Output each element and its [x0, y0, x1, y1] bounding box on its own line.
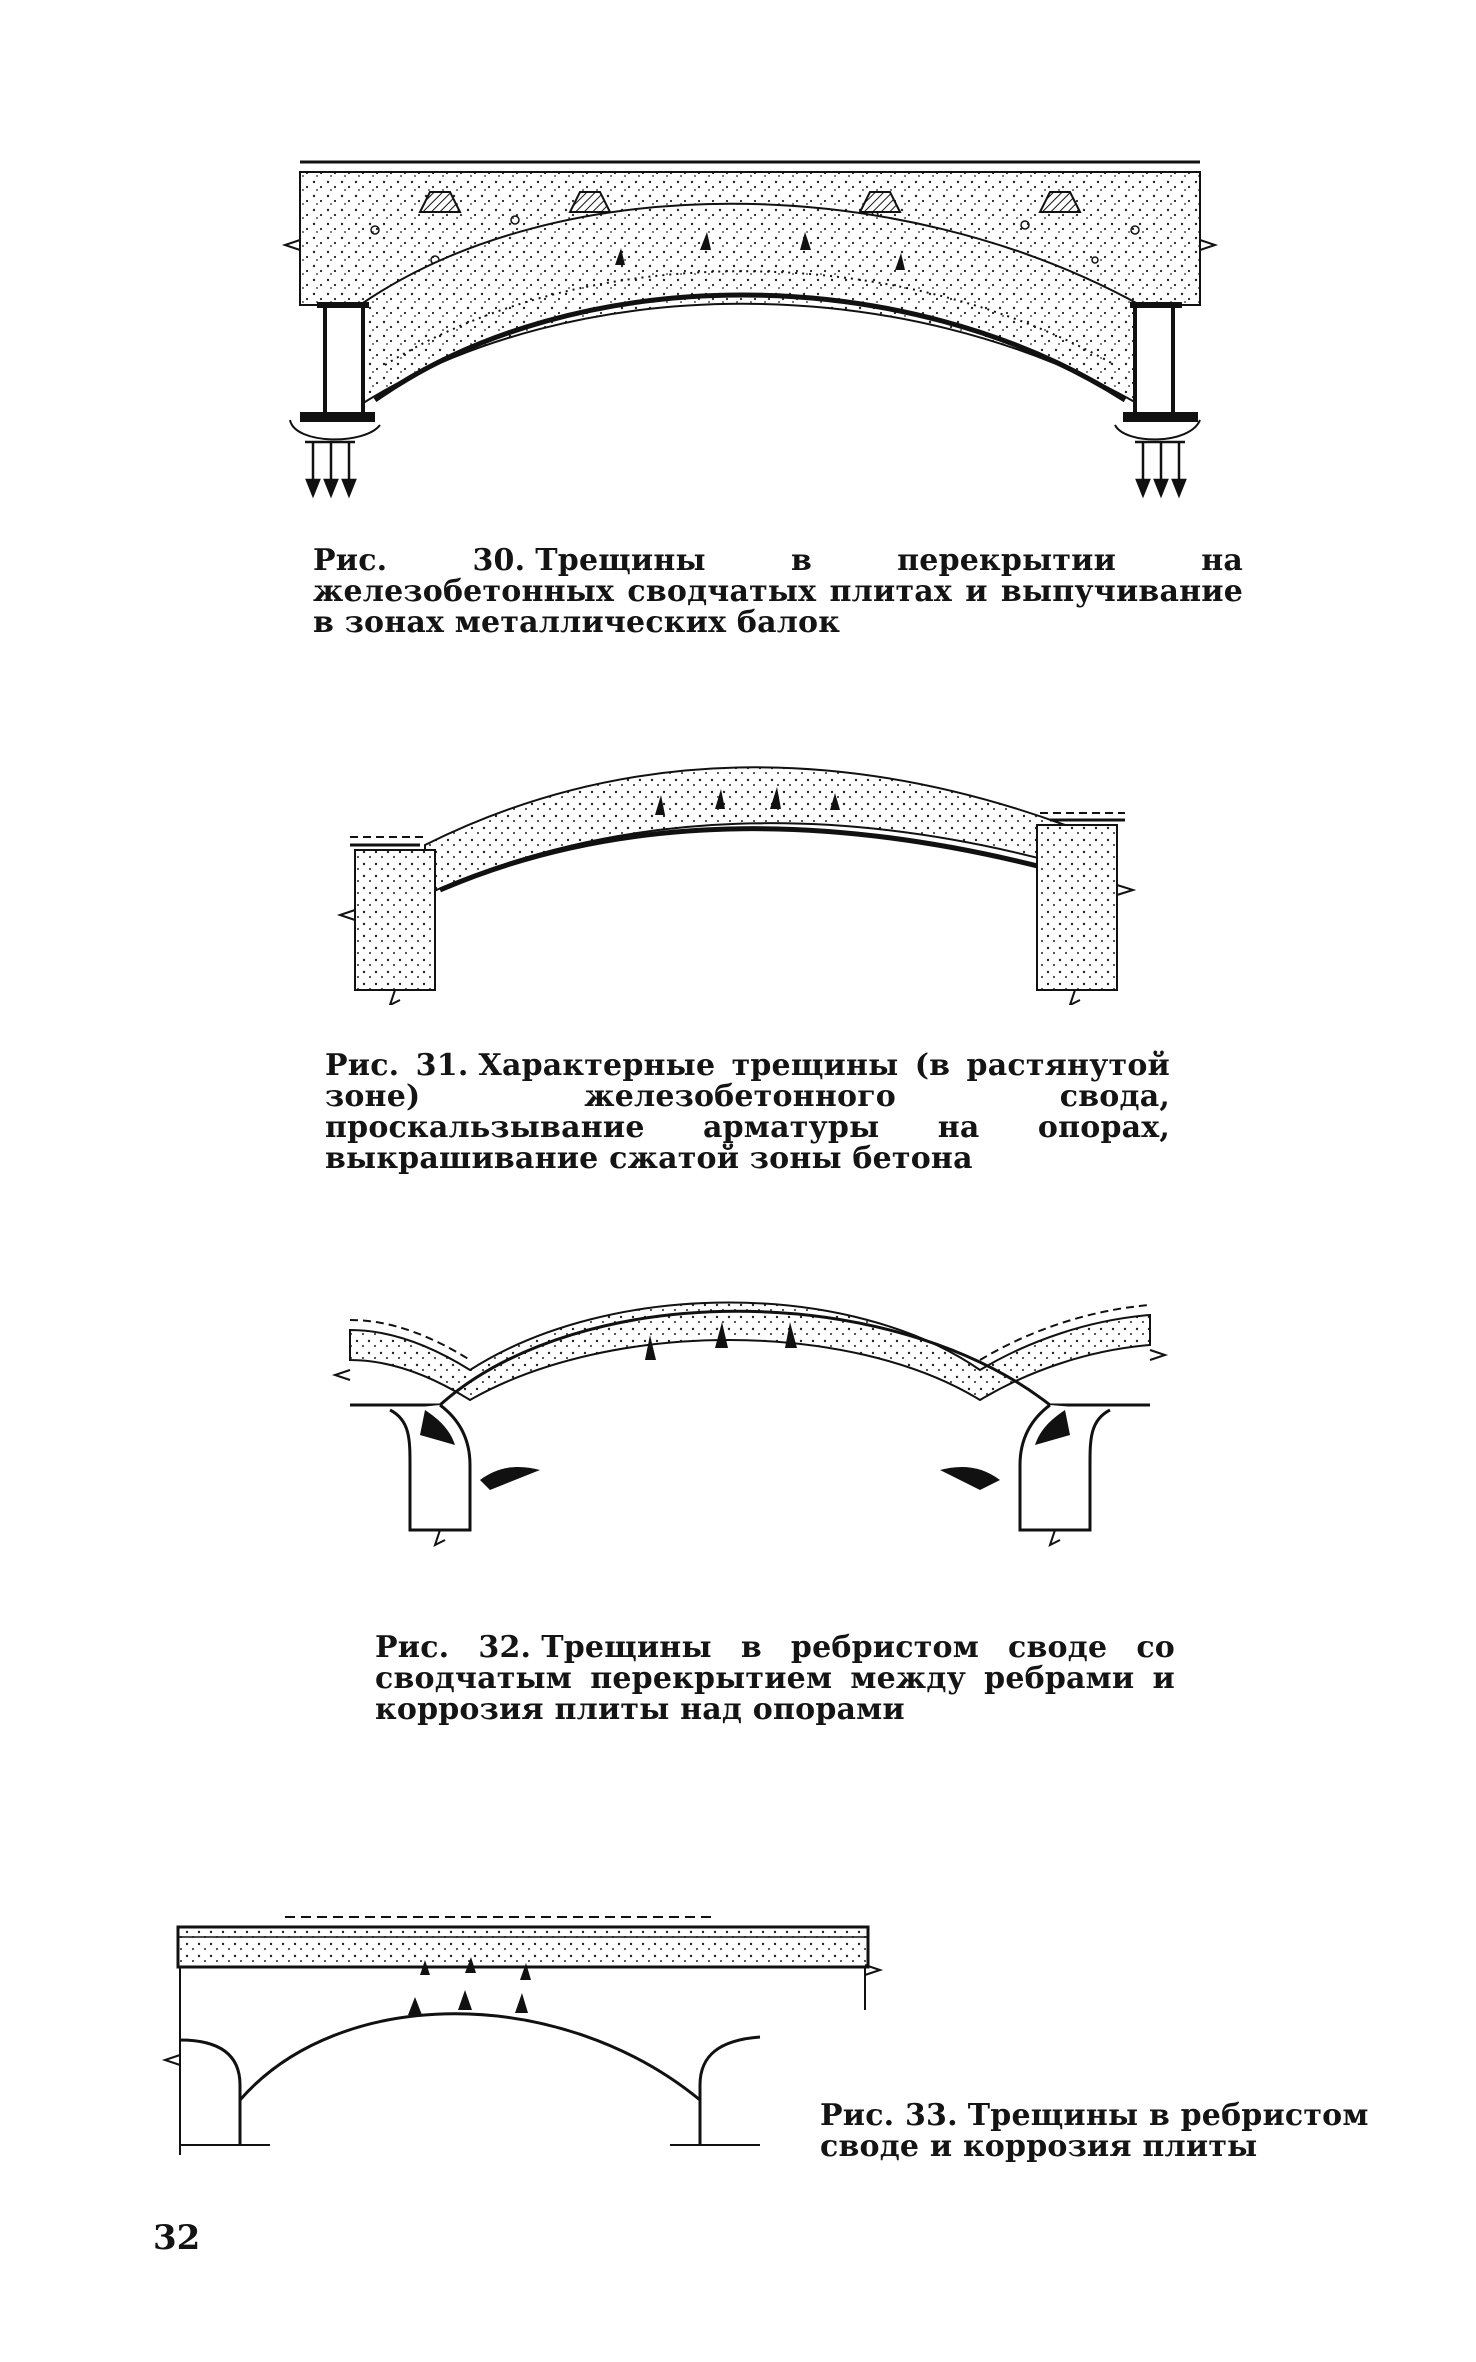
- figure-31-drawing: [325, 765, 1145, 1005]
- figure-31-caption: [325, 1050, 1170, 1174]
- figure-32-text: Трещины в ребристом своде со сводчатым перекрытием между ребрами и коррозия плиты над опорами: [375, 1630, 1175, 1727]
- figure-33-drawing: [160, 1905, 890, 2165]
- figure-33-text: Трещины в ребристом своде и коррозия плиты: [820, 2098, 1369, 2164]
- figure-31-text: Характерные трещины (в растянутой зоне) железобетонного свода, проскальзывание арматуры на опорах, выкрашивание сжатой зоны бетона: [325, 1048, 1170, 1176]
- page-number: 32: [153, 2218, 201, 2258]
- figure-33-caption: [820, 2100, 1380, 2162]
- figure-32-drawing: [330, 1290, 1170, 1550]
- arrows-down-left: [305, 442, 355, 495]
- arrows-down-right: [1135, 442, 1185, 495]
- figure-32-caption: [375, 1632, 1175, 1725]
- figure-30-drawing: [255, 150, 1225, 510]
- figure-33-number: Рис. 33.: [820, 2098, 958, 2133]
- figure-30-number: Рис. 30.: [313, 543, 526, 578]
- figure-30-text: Трещины в перекрытии на железобетонных сводчатых плитах и выпучивание в зонах металлических балок: [313, 543, 1243, 640]
- figure-32-number: Рис. 32.: [375, 1630, 532, 1665]
- figure-30-caption: [313, 545, 1243, 638]
- figure-31-number: Рис. 31.: [325, 1048, 469, 1083]
